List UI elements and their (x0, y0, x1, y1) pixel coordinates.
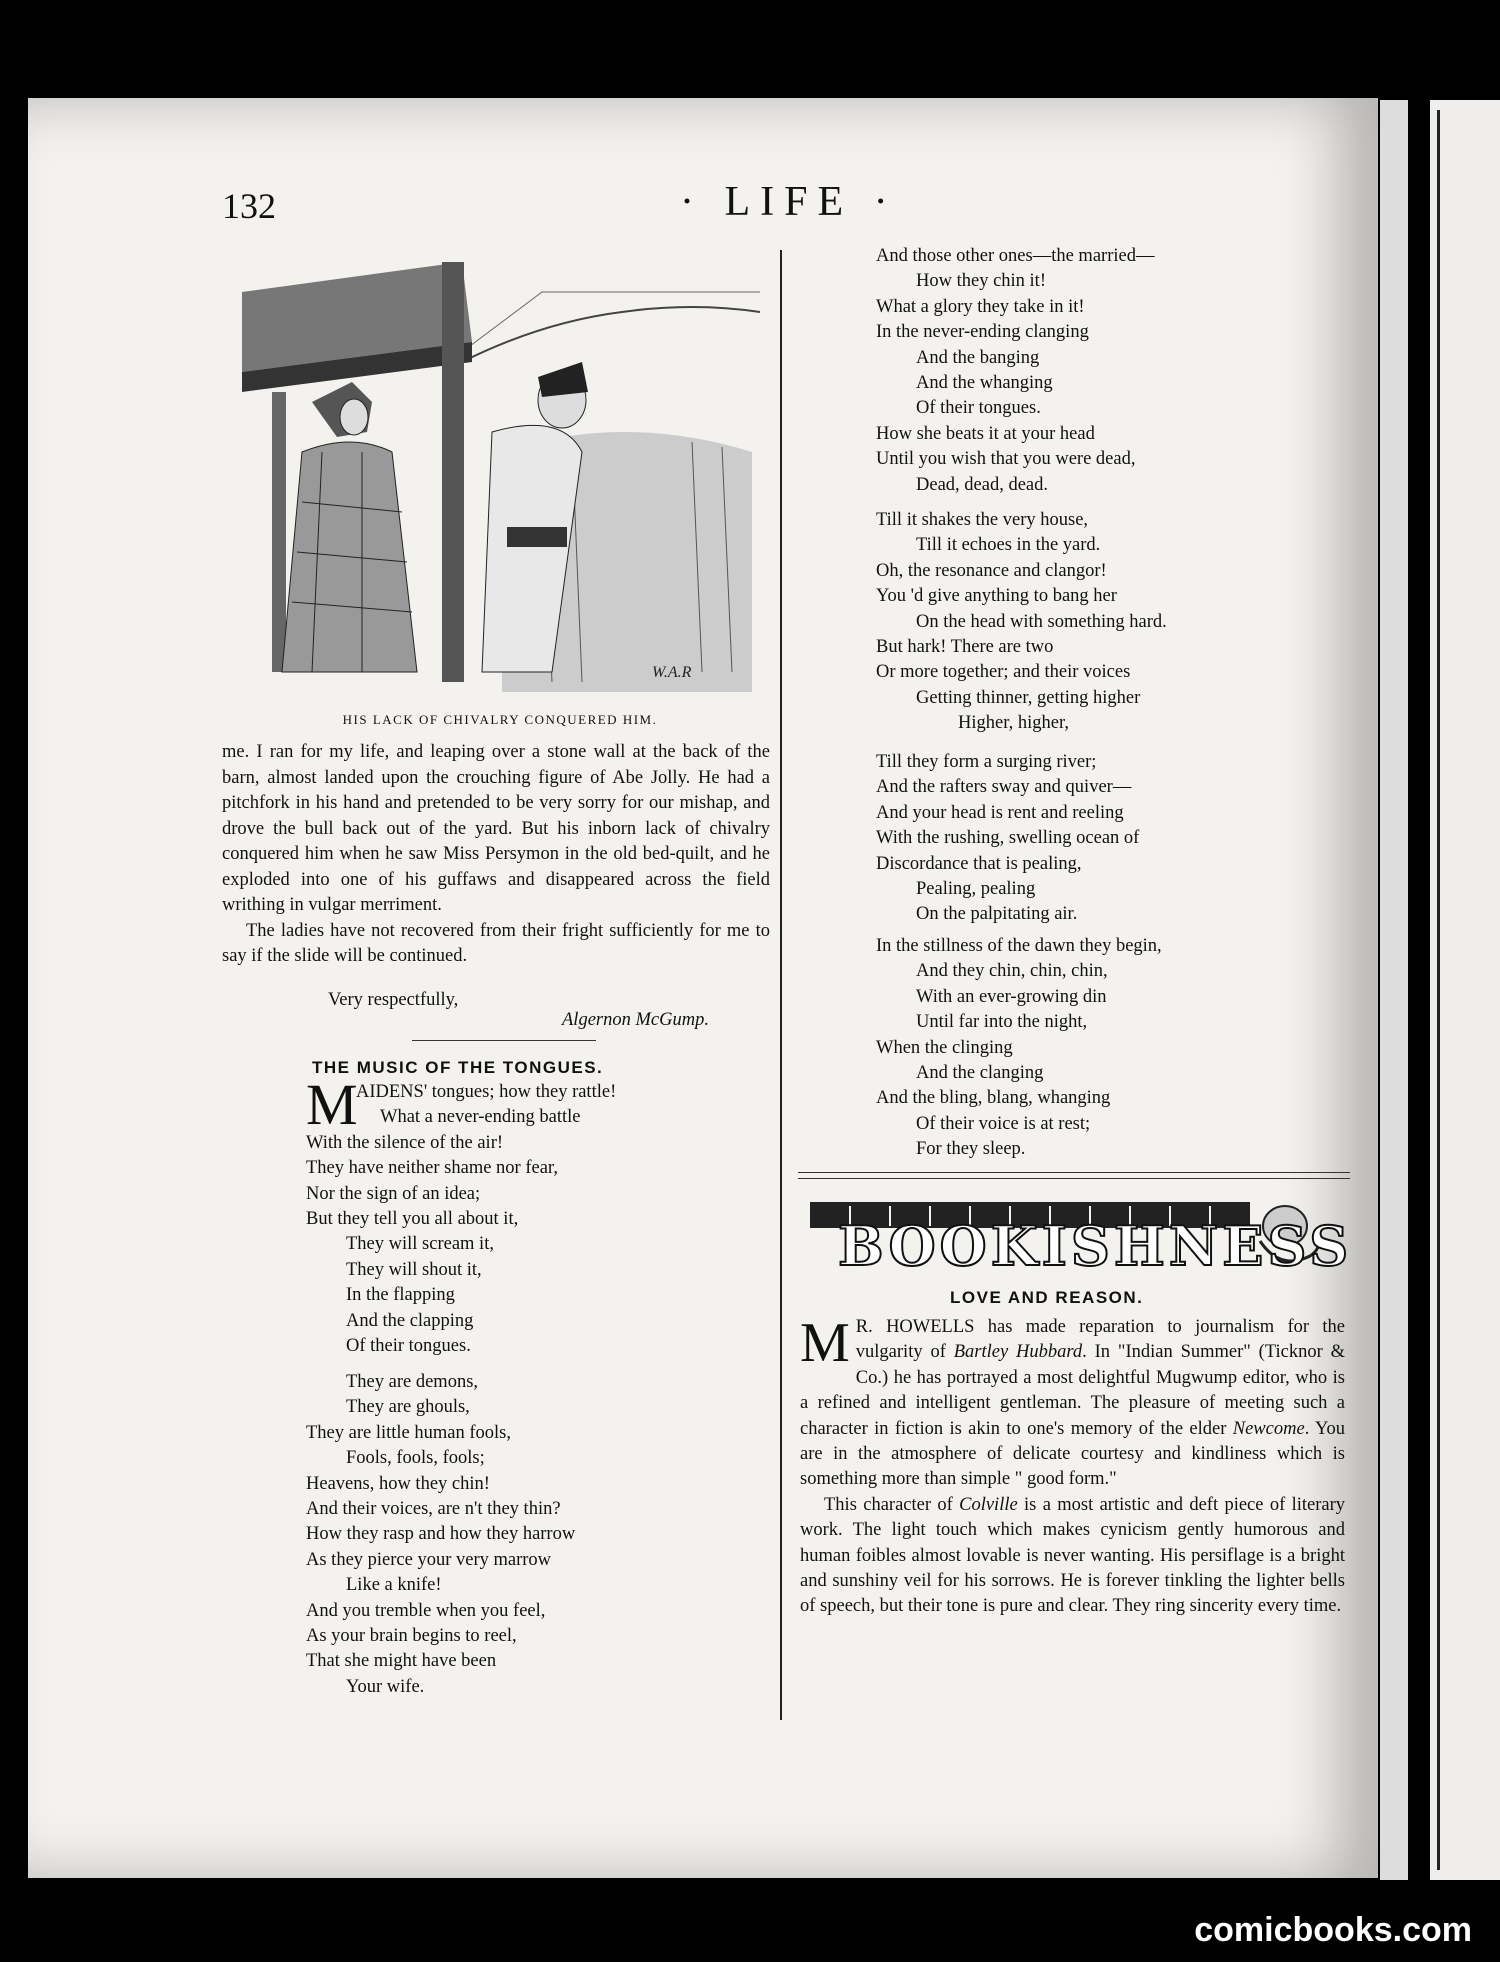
poem-line: Your wife. (346, 1676, 425, 1697)
bookishness-banner: BOOKISHNESS (838, 1214, 1353, 1278)
poem-line: They have neither shame nor fear, (306, 1158, 558, 1179)
poem-line: Pealing, pealing (916, 879, 1036, 900)
poem-line: Nor the sign of an idea; (306, 1183, 481, 1204)
review-text: . In "Indian Summer" (Ticknor & Co.) he has portrayed a most delightful Mugwump editor, who is a refined and intelligent gentleman. The pleasure of meeting such a character in fiction is akin to one's memory of the elder (800, 1342, 1345, 1439)
poem-line: How they chin it! (916, 271, 1046, 292)
poem-line: For they sleep. (916, 1139, 1026, 1160)
poem-line: With the rushing, swelling ocean of (876, 828, 1140, 849)
poem-line: Oh, the resonance and clangor! (876, 560, 1107, 581)
poem-line: In the stillness of the dawn they begin, (876, 936, 1162, 956)
poem-stanza-5 (876, 750, 1139, 928)
poem-line: They are ghouls, (346, 1397, 470, 1418)
poem-line: What a never-ending battle (380, 1107, 581, 1128)
review-italic: Newcome (1232, 1418, 1305, 1439)
poem-line: In the never-ending clanging (876, 322, 1089, 343)
poem-stanza-1 (306, 1080, 616, 1359)
poem-line: Like a knife! (346, 1575, 442, 1596)
poem-line: But hark! There are two (876, 637, 1054, 658)
letter-paragraph: The ladies have not recovered from their fright sufficiently for me to say if the slide will be continued. (222, 920, 770, 966)
poem-line: What a glory they take in it! (876, 296, 1085, 317)
poem-title: THE MUSIC OF THE TONGUES. (312, 1058, 604, 1077)
poem-line: And they chin, chin, chin, (916, 961, 1108, 982)
poem-line: And your head is rent and reeling (876, 802, 1124, 823)
poem-line: Until you wish that you were dead, (876, 449, 1136, 470)
review-italic: Colville (959, 1494, 1018, 1515)
poem-line: And their voices, are n't they thin? (306, 1499, 561, 1520)
review-body (800, 1312, 1345, 1620)
poem-line: And the whanging (916, 373, 1053, 394)
illustration (242, 252, 760, 700)
review-italic: Bartley Hubbard (953, 1342, 1083, 1363)
poem-line: They are little human fools, (306, 1422, 511, 1443)
poem-line: When the clinging (876, 1037, 1013, 1058)
poem-line: Of their tongues. (916, 398, 1041, 419)
poem-line: That she might have been (306, 1651, 497, 1672)
review-text: . You are in the atmosphere of delicate courtesy and kindliness which is something more than simple " good form." (800, 1418, 1345, 1490)
poem-line: As they pierce your very marrow (306, 1549, 552, 1570)
review-paragraph (800, 1312, 1345, 1493)
poem-line: And the bling, blang, whanging (876, 1088, 1111, 1109)
poem-line: With an ever-growing din (916, 986, 1107, 1007)
next-page-rule (1437, 110, 1440, 1870)
letter-valediction: Very respectfully, (328, 990, 459, 1010)
next-page-strip (1430, 100, 1500, 1880)
letter-paragraph: me. I ran for my life, and leaping over a stone wall at the back of the barn, almost landed upon the crouching figure of Abe Jolly. He had a pitchfork in his hand and pretended to be very sorry for our mishap, and drove the bull back out of the yard. But his inborn lack of chivalry conquered him when he saw Miss Persymon in the old bed-quilt, and he exploded into one of his guffaws and disappeared across the field writhing in vulgar merriment. (222, 742, 770, 915)
poem-stanza-3 (876, 244, 1154, 498)
poem-line: How they rasp and how they harrow (306, 1524, 576, 1545)
poem-line: And the rafters sway and quiver— (876, 777, 1132, 798)
poem-line: Till it echoes in the yard. (916, 535, 1101, 556)
poem-line: On the head with something hard. (916, 611, 1167, 632)
letter-signature: Algernon McGump. (562, 1010, 709, 1030)
poem-line: Discordance that is pealing, (876, 853, 1082, 874)
poem-line: Of their tongues. (346, 1336, 471, 1357)
poem-line: How she beats it at your head (876, 423, 1095, 444)
poem-line: They are demons, (346, 1372, 479, 1392)
poem-line: Fools, fools, fools; (346, 1448, 485, 1469)
poem-line: And the banging (916, 347, 1040, 368)
poem-line: Dead, dead, dead. (916, 474, 1049, 495)
masthead-title: · LIFE · (680, 179, 898, 225)
poem-line: On the palpitating air. (916, 904, 1078, 925)
column-divider (780, 250, 782, 1720)
poem-line: Of their voice is at rest; (916, 1113, 1091, 1134)
poem-line: As your brain begins to reel, (306, 1626, 517, 1647)
poem-line: They will scream it, (346, 1234, 494, 1255)
review-title: LOVE AND REASON. (950, 1288, 1144, 1307)
poem-line: With the silence of the air! (306, 1132, 504, 1153)
poem-line: And the clanging (916, 1063, 1044, 1084)
poem-dropcap: M (306, 1072, 358, 1137)
poem-line: Heavens, how they chin! (306, 1473, 490, 1494)
poem-line: They will shout it, (346, 1259, 482, 1280)
poem-line: You 'd give anything to bang her (876, 586, 1117, 607)
poem-line: And the clapping (346, 1310, 474, 1331)
poem-line: Till they form a surging river; (876, 752, 1097, 772)
page-edge (1380, 100, 1408, 1880)
illustration-caption: HIS LACK OF CHIVALRY CONQUERED HIM. (342, 712, 658, 727)
poem-line: AIDENS' tongues; how they rattle! (356, 1082, 617, 1102)
section-double-rule (798, 1172, 1350, 1179)
poem-line: Or more together; and their voices (876, 662, 1131, 683)
page-number: 132 (222, 186, 276, 226)
poem-line: Till it shakes the very house, (876, 510, 1089, 530)
section-divider (412, 1040, 596, 1041)
watermark: comicbooks.com (1194, 1911, 1472, 1949)
poem-line: In the flapping (346, 1285, 455, 1306)
review-paragraph (800, 1493, 1345, 1620)
review-dropcap: M (800, 1312, 850, 1374)
illustration-signature: W.A.R (652, 664, 692, 681)
letter-body (222, 740, 770, 970)
review-text: R. HOWELLS has made reparation to journalism for the vulgarity of (855, 1317, 1345, 1363)
poem-line: And those other ones—the married— (876, 246, 1155, 266)
poem-stanza-2 (306, 1370, 575, 1700)
poem-line: Getting thinner, getting higher (916, 687, 1141, 708)
poem-stanza-6 (876, 934, 1162, 1163)
review-text: This character of (824, 1494, 960, 1515)
poem-line: But they tell you all about it, (306, 1209, 519, 1230)
review-text: is a most artistic and deft piece of literary work. The light touch which makes cynicism gently humorous and human foibles almost lovable is never wanting. His persiflage is a bright and sunshiny veil for his sorrows. He is forever tinkling the lighter bells of speech, but their tone is pure and clear. They ring sincerity every time. (800, 1494, 1345, 1617)
poem-stanza-4 (876, 508, 1167, 737)
poem-line: And you tremble when you feel, (306, 1600, 546, 1621)
poem-line: Higher, higher, (958, 713, 1070, 734)
poem-line: Until far into the night, (916, 1012, 1088, 1033)
